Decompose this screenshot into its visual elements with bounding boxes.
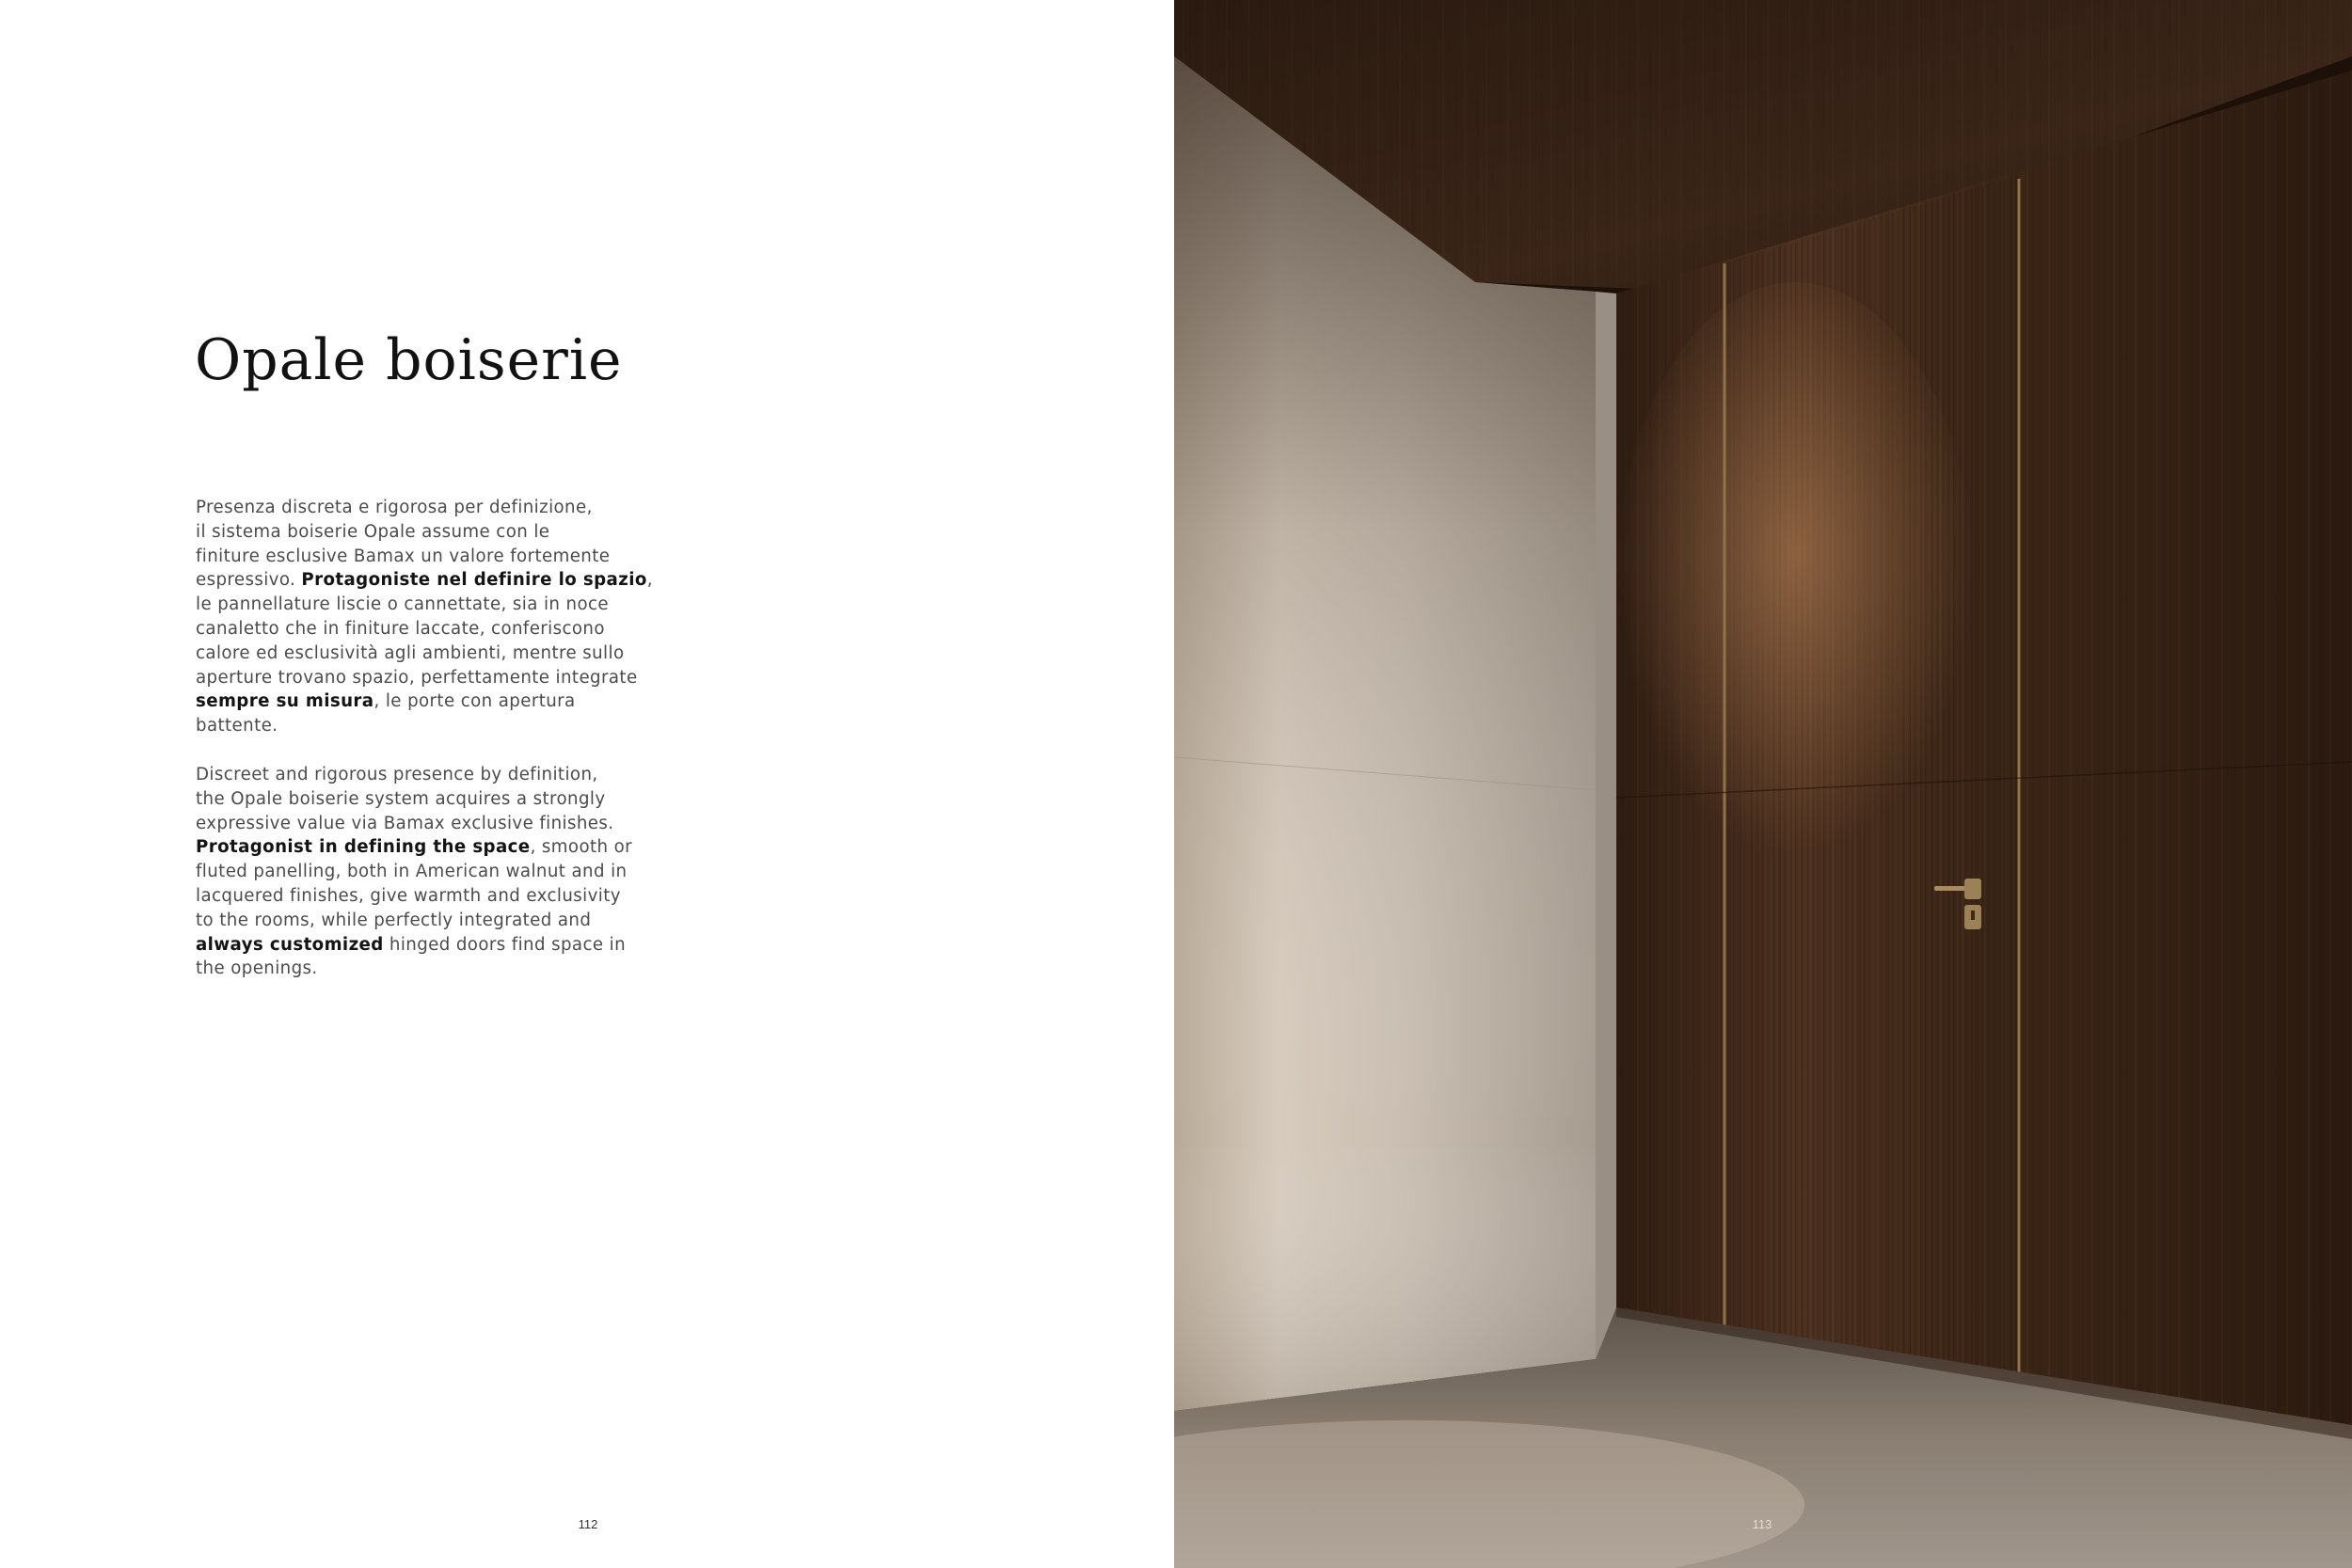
- page-number-left: 112: [578, 1517, 598, 1531]
- left-page: [0, 0, 1174, 1568]
- text-run: battente.: [196, 716, 278, 736]
- text-run: the Opale boiserie system acquires a strongly: [196, 788, 606, 809]
- page-title: Opale boiserie: [195, 327, 623, 393]
- text-run: canaletto che in finiture laccate, conferiscono: [196, 618, 605, 639]
- paragraph-line: [196, 933, 638, 958]
- emphasis-text: Protagonist in defining the space: [196, 837, 531, 858]
- paragraph-line: [196, 714, 638, 738]
- paragraph-line: [196, 812, 638, 836]
- emphasis-text: sempre su misura: [196, 691, 374, 712]
- paragraph-line: [196, 909, 638, 933]
- body-paragraph-italian: [196, 496, 653, 738]
- paragraph-line: [196, 545, 638, 569]
- paragraph-line: [196, 496, 638, 520]
- text-run: espressivo.: [196, 570, 302, 591]
- text-run: hinged doors find space in: [383, 934, 627, 955]
- paragraph-line: [196, 835, 638, 860]
- text-run: le pannellature liscie o cannettate, sia in noce: [196, 594, 609, 615]
- text-run: calore ed esclusività agli ambienti, mentre sullo: [196, 642, 625, 663]
- text-run: Discreet and rigorous presence by definition,: [196, 765, 598, 784]
- text-run: aperture trovano spazio, perfettamente integrate: [196, 667, 638, 688]
- text-run: expressive value via Bamax exclusive finishes.: [196, 813, 614, 833]
- paragraph-line: [196, 689, 638, 714]
- paragraph-line: [196, 666, 638, 690]
- emphasis-text: always customized: [196, 934, 384, 955]
- text-run: il sistema boiserie Opale assume con le: [196, 521, 550, 542]
- body-paragraph-english: [196, 763, 638, 981]
- emphasis-text: Protagoniste nel definire lo spazio: [301, 570, 647, 591]
- paragraph-line: [196, 593, 638, 617]
- paragraph-line: [196, 860, 638, 884]
- paragraph-line: [196, 787, 638, 812]
- text-run: , smooth or: [530, 837, 633, 858]
- paragraph-line: [196, 641, 638, 666]
- text-run: finiture esclusive Bamax un valore fortemente: [196, 546, 611, 566]
- text-run: , le porte con apertura: [373, 691, 576, 712]
- text-run: the openings.: [196, 958, 318, 979]
- text-run: to the rooms, while perfectly integrated and: [196, 910, 592, 930]
- paragraph-line: [196, 957, 638, 981]
- paragraph-line: [196, 884, 638, 909]
- text-run: fluted panelling, both in American walnut and in: [196, 862, 628, 882]
- paragraph-line: [196, 520, 638, 545]
- paragraph-line: [196, 617, 638, 641]
- text-run: ,: [646, 570, 653, 591]
- right-page: [1174, 0, 2352, 1568]
- boiserie-room-photo: [1174, 0, 2352, 1568]
- page-number-right: 113: [1752, 1517, 1772, 1531]
- text-run: lacquered finishes, give warmth and exclusivity: [196, 885, 621, 906]
- text-run: Presenza discreta e rigorosa per definizione,: [196, 498, 593, 517]
- paragraph-line: [196, 568, 653, 593]
- paragraph-line: [196, 763, 638, 787]
